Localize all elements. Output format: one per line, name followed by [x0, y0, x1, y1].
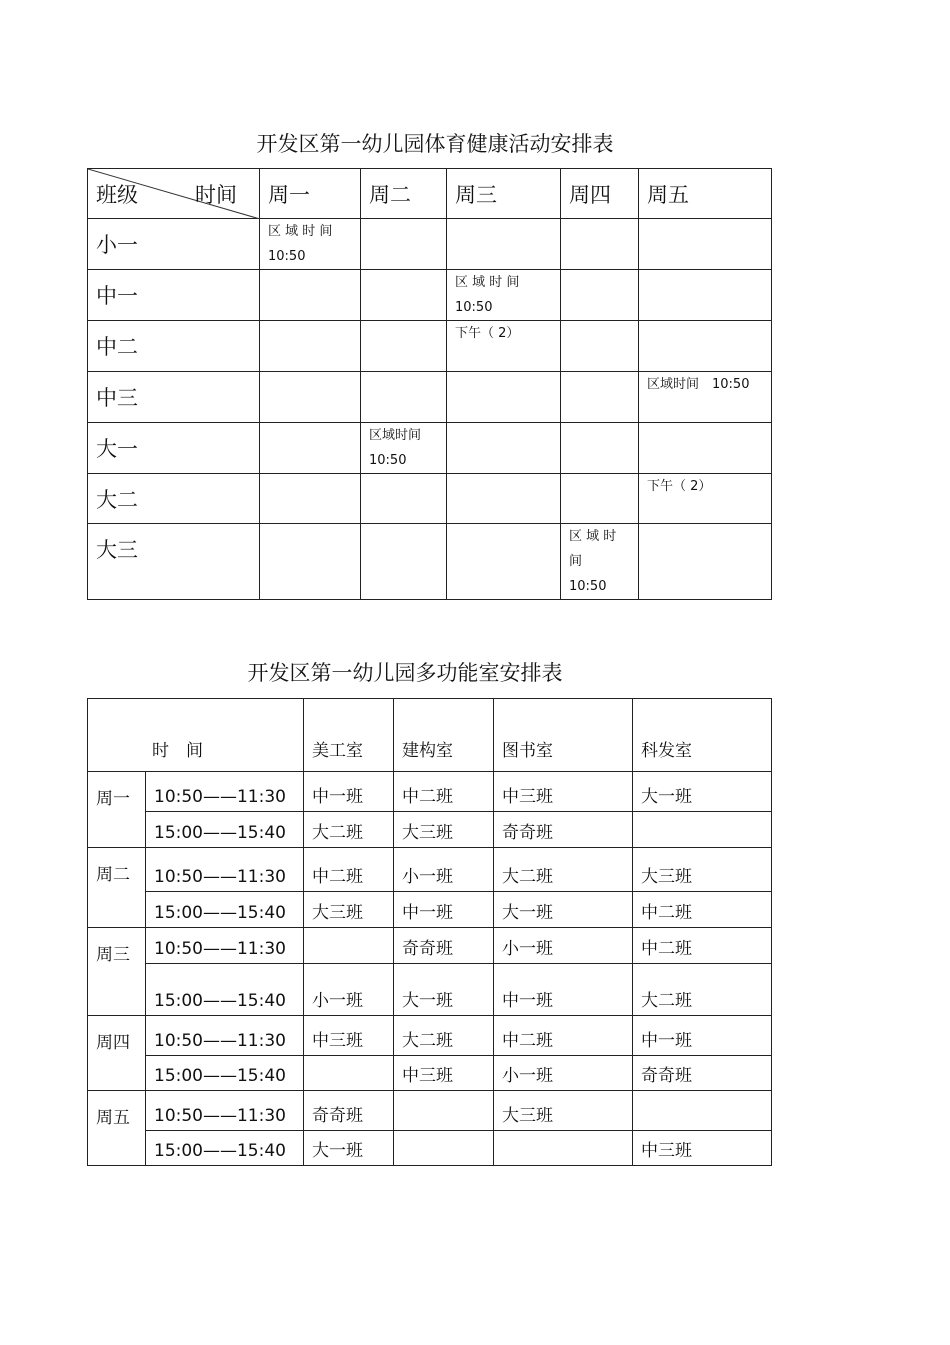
class-name-cell: 大二: [88, 474, 260, 524]
class-name-cell: 中一: [88, 270, 260, 321]
pe-class-row: [88, 372, 772, 423]
class-assignment-cell: [494, 1131, 633, 1166]
time-slot-cell: 10:50——11:30: [146, 1091, 304, 1131]
activity-cell: [447, 423, 561, 474]
class-assignment-cell: 中二班: [494, 1016, 633, 1056]
activity-cell: [260, 474, 361, 524]
class-assignment-cell: 中三班: [494, 772, 633, 812]
day-header: 周三: [447, 169, 561, 219]
class-assignment-cell: 中一班: [304, 772, 394, 812]
activity-cell: [561, 372, 639, 423]
activity-cell: 下午（ 2）: [639, 474, 772, 524]
pe-class-row: [88, 219, 772, 270]
time-slot-row: [88, 1056, 772, 1091]
class-assignment-cell: 大一班: [304, 1131, 394, 1166]
day-cell: 周五: [88, 1091, 146, 1166]
corner-cell: [88, 169, 260, 219]
activity-cell: 区域时间 10:50: [361, 423, 447, 474]
room-header: 图书室: [494, 699, 633, 772]
time-slot-row: [88, 848, 772, 892]
activity-cell: [260, 372, 361, 423]
time-slot-cell: 15:00——15:40: [146, 812, 304, 848]
activity-cell: [447, 474, 561, 524]
day-header: 周一: [260, 169, 361, 219]
time-column-header: [88, 699, 304, 772]
class-assignment-cell: 中三班: [394, 1056, 494, 1091]
time-slot-cell: 10:50——11:30: [146, 1016, 304, 1056]
class-assignment-cell: 奇奇班: [394, 928, 494, 964]
time-slot-cell: 15:00——15:40: [146, 964, 304, 1016]
class-name-cell: 中二: [88, 321, 260, 372]
pe-class-row: [88, 474, 772, 524]
activity-cell: [260, 423, 361, 474]
class-assignment-cell: 中三班: [304, 1016, 394, 1056]
time-slot-row: [88, 1016, 772, 1056]
activity-cell: 区 域 时 间 10:50: [447, 270, 561, 321]
class-assignment-cell: 中二班: [394, 772, 494, 812]
class-assignment-cell: 中二班: [304, 848, 394, 892]
room-header: 科发室: [633, 699, 772, 772]
class-assignment-cell: [633, 812, 772, 848]
class-name-cell: 中三: [88, 372, 260, 423]
activity-cell: [639, 423, 772, 474]
class-assignment-cell: 大三班: [494, 1091, 633, 1131]
time-slot-cell: 15:00——15:40: [146, 1056, 304, 1091]
activity-cell: [561, 474, 639, 524]
time-slot-cell: 10:50——11:30: [146, 772, 304, 812]
class-header: 班级: [96, 183, 138, 207]
activity-cell: 区 域 时 间 10:50: [561, 524, 639, 600]
class-assignment-cell: [304, 928, 394, 964]
class-assignment-cell: 中一班: [633, 1016, 772, 1056]
class-assignment-cell: 大一班: [633, 772, 772, 812]
day-header: 周五: [639, 169, 772, 219]
time-slot-row: [88, 1131, 772, 1166]
activity-cell: [561, 219, 639, 270]
time-slot-cell: 15:00——15:40: [146, 1131, 304, 1166]
time-header-label: 时 间: [152, 741, 203, 761]
activity-cell: [561, 321, 639, 372]
time-slot-row: [88, 892, 772, 928]
class-assignment-cell: 大二班: [304, 812, 394, 848]
activity-cell: 区 域 时 间 10:50: [260, 219, 361, 270]
class-assignment-cell: 奇奇班: [633, 1056, 772, 1091]
activity-cell: [639, 524, 772, 600]
class-assignment-cell: 大二班: [494, 848, 633, 892]
activity-cell: [447, 524, 561, 600]
day-header: 周四: [561, 169, 639, 219]
class-assignment-cell: 大一班: [494, 892, 633, 928]
class-assignment-cell: 中二班: [633, 892, 772, 928]
pe-class-row: [88, 423, 772, 474]
class-assignment-cell: 大三班: [633, 848, 772, 892]
day-cell: 周二: [88, 848, 146, 928]
class-assignment-cell: 中二班: [633, 928, 772, 964]
activity-cell: [361, 474, 447, 524]
class-assignment-cell: 大三班: [394, 812, 494, 848]
schedule-title-pe: 开发区第一幼儿园体育健康活动安排表: [256, 132, 614, 156]
class-assignment-cell: 小一班: [494, 928, 633, 964]
time-slot-cell: 15:00——15:40: [146, 892, 304, 928]
class-assignment-cell: 中三班: [633, 1131, 772, 1166]
class-name-cell: 大三: [88, 524, 260, 600]
class-assignment-cell: [394, 1091, 494, 1131]
activity-cell: [361, 372, 447, 423]
room-header: 美工室: [304, 699, 394, 772]
activity-cell: [361, 270, 447, 321]
class-assignment-cell: 中一班: [494, 964, 633, 1016]
class-name-cell: 大一: [88, 423, 260, 474]
time-slot-row: [88, 1091, 772, 1131]
activity-cell: [361, 219, 447, 270]
class-assignment-cell: 大三班: [304, 892, 394, 928]
class-assignment-cell: [394, 1131, 494, 1166]
time-slot-cell: 10:50——11:30: [146, 848, 304, 892]
class-assignment-cell: [304, 1056, 394, 1091]
class-assignment-cell: 大一班: [394, 964, 494, 1016]
class-assignment-cell: 小一班: [394, 848, 494, 892]
class-assignment-cell: 小一班: [494, 1056, 633, 1091]
day-header: 周二: [361, 169, 447, 219]
activity-cell: [639, 321, 772, 372]
class-assignment-cell: 奇奇班: [304, 1091, 394, 1131]
activity-cell: 区域时间 10:50: [639, 372, 772, 423]
class-assignment-cell: 小一班: [304, 964, 394, 1016]
time-slot-row: [88, 812, 772, 848]
class-assignment-cell: 奇奇班: [494, 812, 633, 848]
activity-cell: [561, 423, 639, 474]
pe-class-row: [88, 270, 772, 321]
activity-cell: [260, 270, 361, 321]
activity-cell: [447, 372, 561, 423]
class-assignment-cell: 中一班: [394, 892, 494, 928]
activity-cell: [639, 270, 772, 321]
pe-class-row: [88, 524, 772, 600]
activity-cell: [561, 270, 639, 321]
activity-cell: [260, 321, 361, 372]
time-slot-cell: 10:50——11:30: [146, 928, 304, 964]
activity-cell: [639, 219, 772, 270]
day-cell: 周三: [88, 928, 146, 1016]
activity-cell: [361, 524, 447, 600]
activity-cell: 下午（ 2）: [447, 321, 561, 372]
class-name-cell: 小一: [88, 219, 260, 270]
pe-schedule-table: [87, 168, 772, 600]
class-assignment-cell: [633, 1091, 772, 1131]
activity-cell: [361, 321, 447, 372]
day-cell: 周一: [88, 772, 146, 848]
activity-cell: [447, 219, 561, 270]
room-header: 建构室: [394, 699, 494, 772]
activity-cell: [260, 524, 361, 600]
schedule-title-rooms: 开发区第一幼儿园多功能室安排表: [247, 661, 563, 685]
room-header-row: [88, 699, 772, 772]
time-slot-row: [88, 928, 772, 964]
day-cell: 周四: [88, 1016, 146, 1091]
time-slot-row: [88, 772, 772, 812]
pe-header-row: [88, 169, 772, 219]
time-slot-row: [88, 964, 772, 1016]
time-header: 时间: [195, 183, 237, 207]
pe-class-row: [88, 321, 772, 372]
class-assignment-cell: 大二班: [633, 964, 772, 1016]
room-schedule-table: [87, 698, 772, 1166]
class-assignment-cell: 大二班: [394, 1016, 494, 1056]
